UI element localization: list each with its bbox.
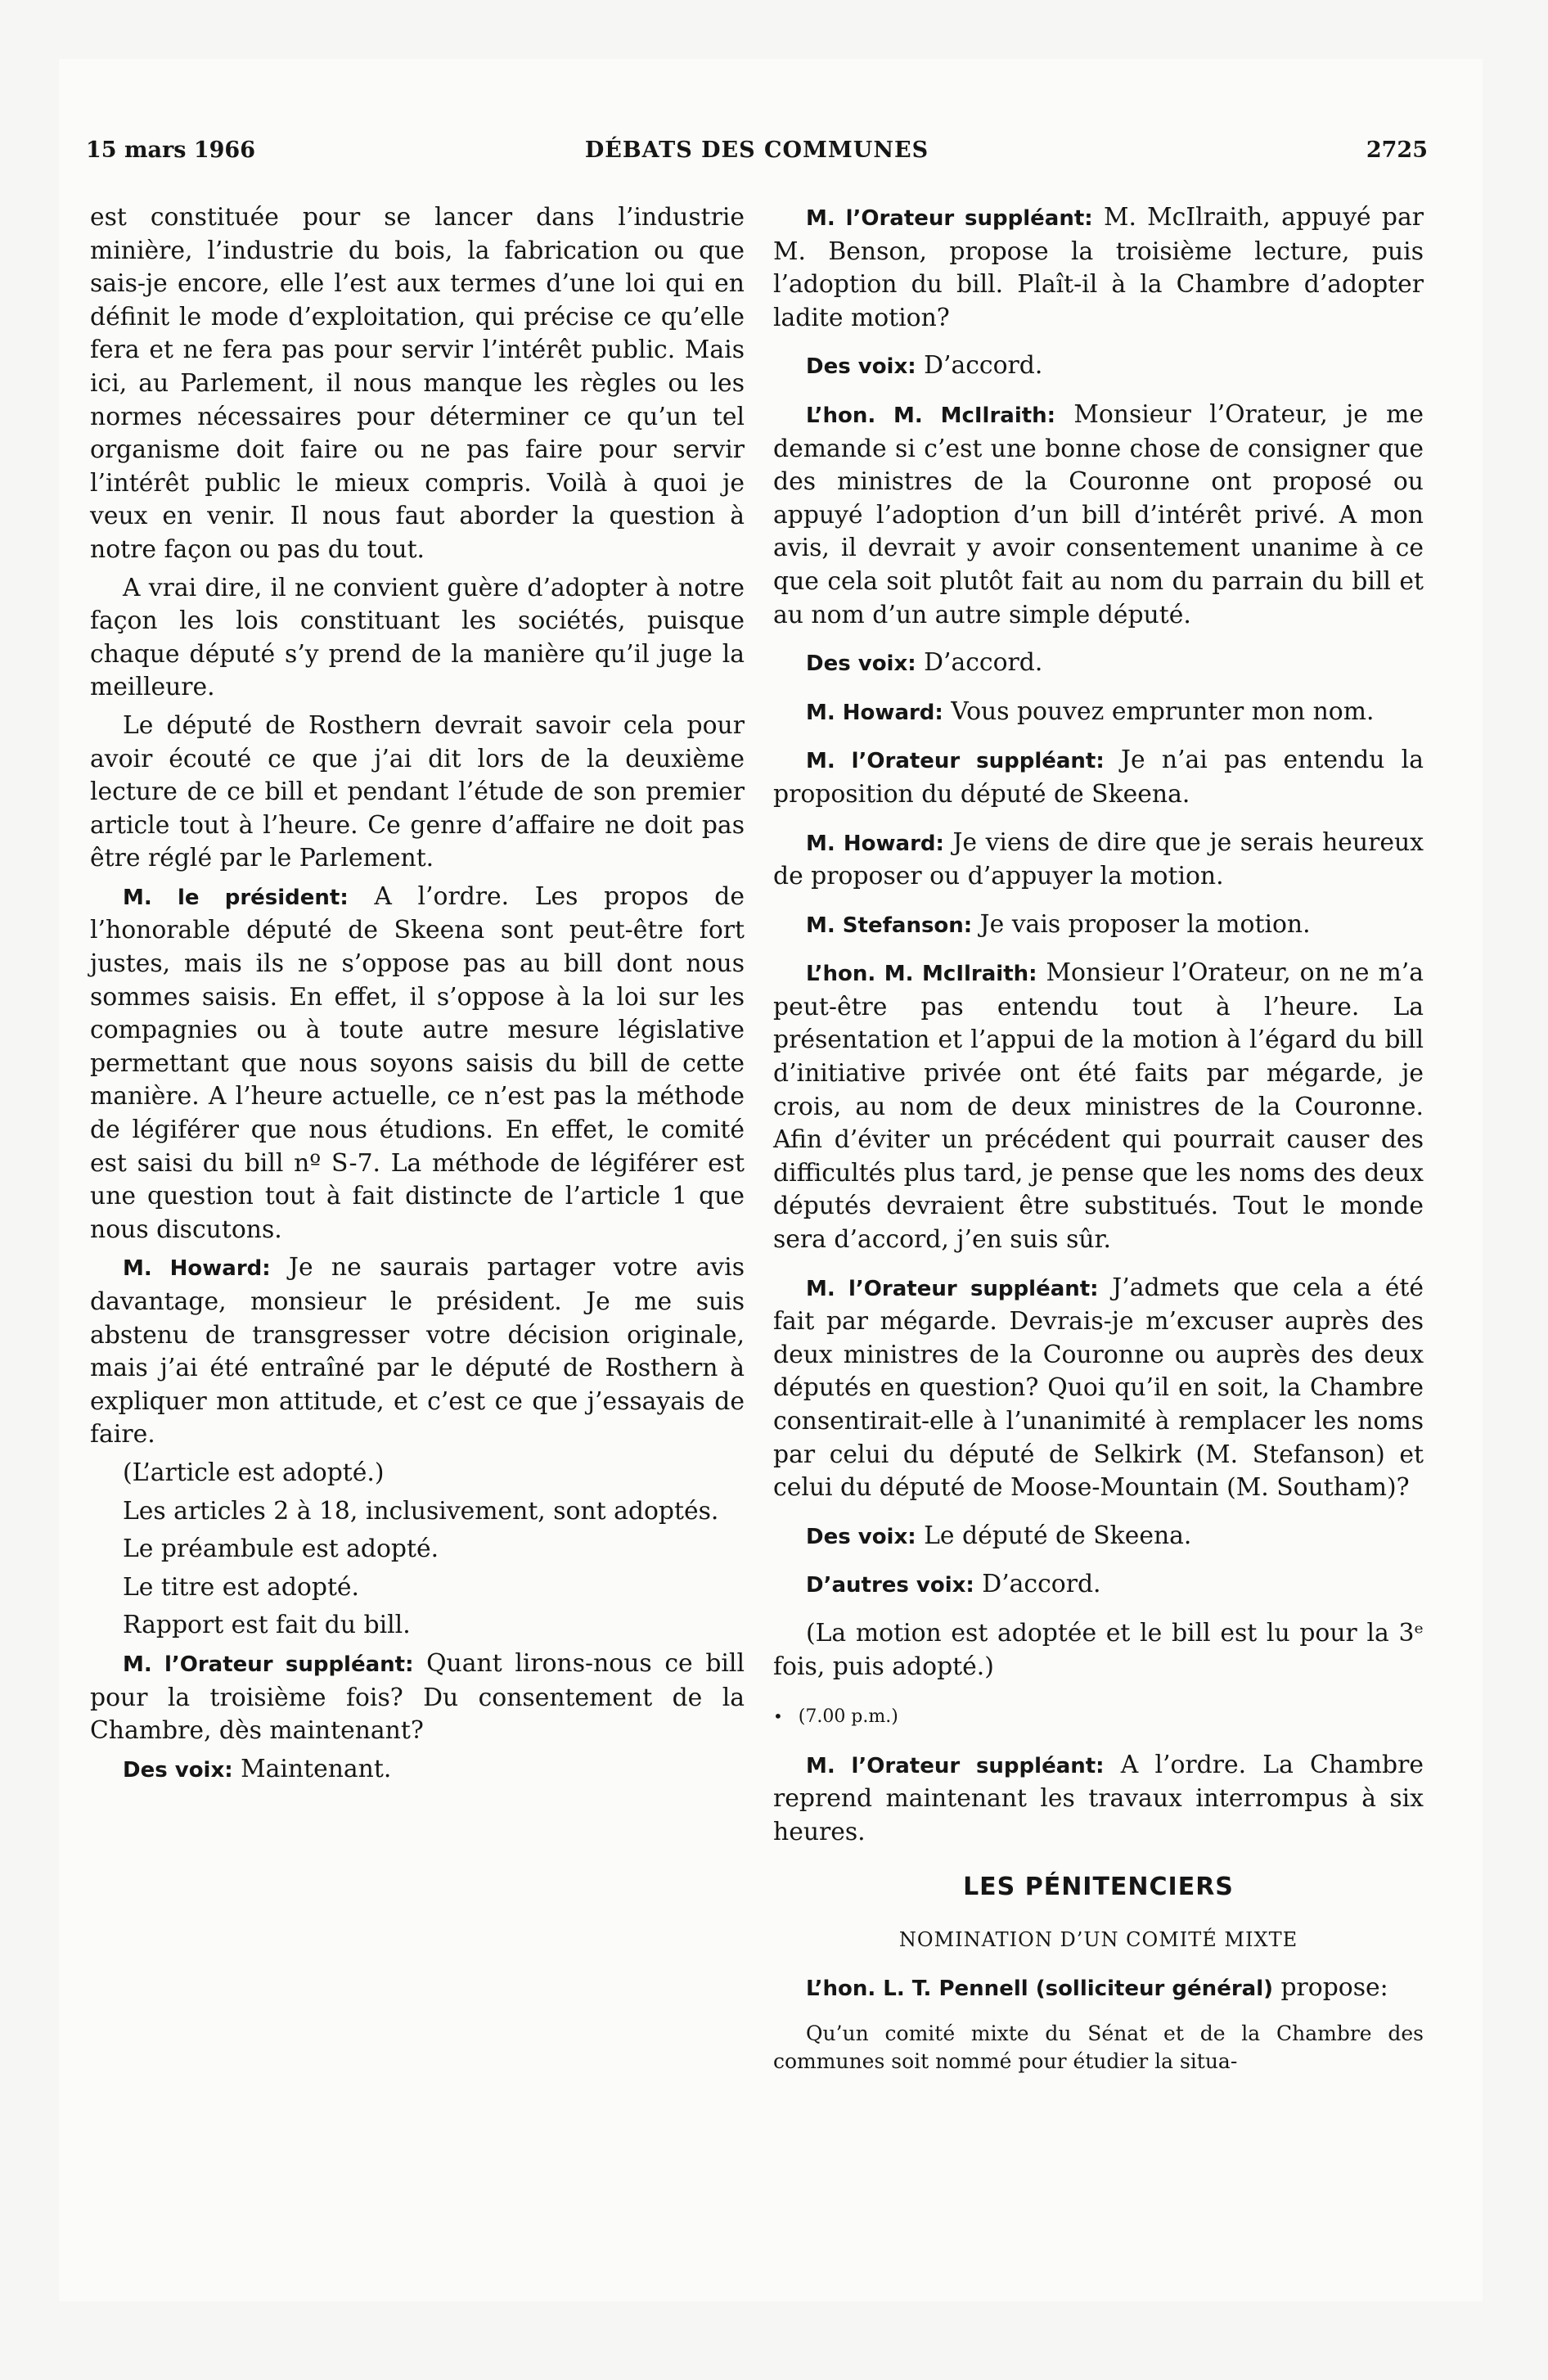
procedural-note: (L’article est adopté.) [123,1458,385,1487]
speaker-name: Des voix: [806,1524,916,1549]
speech-text: Le député de Skeena. [916,1521,1192,1550]
speech [773,1749,1424,1850]
left-column [90,201,745,1792]
speaker-name: D’autres voix: [806,1573,974,1598]
speech-text: Monsieur l’Orateur, je me demande si c’est une bonne chose de consigner que des ministres de la Couronne ont proposé ou appuyé l’adoption d’un bill d’intérêt privé. A mon avis, il devrait y avoir consentement unanime à ce que cela soit plutôt fait au nom du parrain du bill et au nom d’un autre simple député. [773,399,1424,629]
time-stamp [773,1698,1424,1734]
speech-text: Vous pouvez emprunter mon nom. [943,696,1375,726]
speech [773,744,1424,811]
speech-text: Quant lirons-nous ce bill pour la troisième fois? Du consentement de la Chambre, dès maintenant? [90,1648,745,1746]
speech-text: Maintenant. [232,1754,392,1783]
speech [773,1520,1424,1554]
procedural-note: Les articles 2 à 18, inclusivement, sont adoptés. [123,1496,719,1526]
speech-text: J’admets que cela a été fait par mégarde. Devrais-je m’excuser auprès des deux ministres de la Couronne ou auprès des deux députés en question? Quoi qu’il en soit, la Chambre consentirait-elle à l’unanimité à remplacer les noms par celui du député de Selkirk (M. Stefanson) et celui du député de Moose-Mountain (M. Southam)? [773,1273,1424,1503]
speech-text: A l’ordre. Les propos de l’honorable député de Skeena sont peut-être fort justes, mais ils ne s’oppose pas au bill dont nous sommes saisis. En effet, il s’oppose à la loi sur les compagnies ou à toute autre mesure législative permettant que nous soyons saisis du bill de cette manière. A l’heure actuelle, ce n’est pas la méthode de légiférer que nous étudions. En effet, le comité est saisi du bill nº S-7. La méthode de légiférer est une question tout à fait distincte de l’article 1 que nous discutons. [90,881,745,1244]
page-number: 2725 [1366,137,1428,163]
speaker-name: M. le président: [123,885,349,910]
right-column [773,201,1424,2090]
section-subheading: NOMINATION D’UN COMITÉ MIXTE [898,1928,1298,1952]
speech-text: Monsieur l’Orateur, on ne m’a peut-être pas entendu tout à l’heure. La présentation et l’appui de la motion à l’égard du bill d’initiative privée ont été faits par mégarde, je crois, au nom de deux ministres de la Couronne. Afin d’éviter un précédent qui pourrait causer des difficultés plus tard, je pense que les noms des deux députés devraient être substitués. Tout le monde sera d’accord, j’en suis sûr. [773,958,1424,1255]
speech [773,1972,1424,2006]
speaker-name: Des voix: [123,1757,233,1783]
speaker-name: L’hon. M. McIlraith: [806,962,1037,987]
paragraph: est constituée pour se lancer dans l’industrie minière, l’industrie du bois, la fabrication ou que sais-je encore, elle l’est aux termes d’une loi qui en définit le mode d’exploitation, qui précise ce qu’elle fera et ne fera pas pour servir l’intérêt public. Mais ici, au Parlement, il nous manque les règles ou les normes nécessaires pour déterminer ce qu’un tel organisme doit faire ou ne pas faire pour servir l’intérêt public le mieux compris. Voilà à quoi je veux en venir. Il nous faut aborder la question à notre façon ou pas du tout. [90,203,745,564]
time-text: (7.00 p.m.) [798,1706,898,1728]
speech-text: A l’ordre. La Chambre reprend maintenant les travaux interrompus à six heures. [773,1750,1424,1846]
speaker-name: M. Howard: [806,700,943,725]
speech-text: Je n’ai pas entendu la proposition du député de Skeena. [773,746,1424,809]
motion-text: Qu’un comité mixte du Sénat et de la Chambre des communes soit nommé pour étudier la situa- [773,2022,1424,2074]
speech-text: Je viens de dire que je serais heureux de proposer ou d’appuyer la motion. [773,827,1424,891]
speech [90,1648,745,1748]
speaker-name: M. Stefanson: [806,913,973,938]
procedural-note: (La motion est adoptée et le bill est lu pour la 3ᵉ fois, puis adopté.) [773,1618,1424,1681]
speech [773,399,1424,632]
bullet-icon: • [773,1706,783,1727]
paragraph: A vrai dire, il ne convient guère d’adopter à notre façon les lois constituant les sociétés, puisque chaque député s’y prend de la manière qu’il juge la meilleure. [90,573,745,702]
paragraph: Le député de Rosthern devrait savoir cela pour avoir écouté ce que j’ai dit lors de la deuxième lecture de ce bill et pendant l’étude de son premier article tout à l’heure. Ce genre d’affaire ne doit pas être réglé par le Parlement. [90,710,745,873]
speaker-name: L’hon. M. McIlraith: [806,403,1056,428]
page-header [86,137,1428,178]
header-title: DÉBATS DES COMMUNES [584,137,929,163]
section-heading: LES PÉNITENCIERS [963,1872,1234,1901]
speech [90,1251,745,1452]
speech [773,647,1424,681]
speaker-name: M. Howard: [123,1256,271,1282]
speech [773,957,1424,1256]
speech [773,1272,1424,1505]
speech-text: Je vais proposer la motion. [972,909,1311,939]
speech [773,349,1424,384]
speech [773,827,1424,894]
procedural-note: Le préambule est adopté. [123,1535,439,1564]
speech-text: Je ne saurais partager votre avis davantage, monsieur le président. Je me suis abstenu de transgresser votre décision originale, mais j’ai été entraîné par le député de Rosthern à expliquer mon attitude, et c’est ce que j’essayais de faire. [90,1253,745,1449]
speech [773,201,1424,335]
speech-text: propose: [1272,1972,1388,2002]
procedural-note: Rapport est fait du bill. [123,1611,411,1640]
speaker-name: M. l’Orateur suppléant: [806,206,1093,231]
speaker-name: Des voix: [806,354,916,380]
speech [90,1753,745,1787]
speech [90,881,745,1247]
procedural-note: Le titre est adopté. [123,1572,360,1602]
speaker-name: M. l’Orateur suppléant: [123,1652,414,1677]
speech [773,696,1424,730]
header-date: 15 mars 1966 [86,137,256,163]
speaker-name: L’hon. L. T. Pennell (solliciteur général) [806,1976,1273,2001]
speaker-name: M. l’Orateur suppléant: [806,749,1105,774]
speaker-name: Des voix: [806,651,916,677]
speech [773,908,1424,943]
speech [773,1568,1424,1602]
speech-text: D’accord. [916,351,1043,381]
speech-text: D’accord. [916,648,1043,678]
speaker-name: M. l’Orateur suppléant: [806,1276,1099,1301]
speech-text: D’accord. [974,1570,1101,1599]
speaker-name: M. l’Orateur suppléant: [806,1753,1105,1778]
speaker-name: M. Howard: [806,831,944,856]
speech-text: M. McIlraith, appuyé par M. Benson, propose la troisième lecture, puis l’adoption du bill. Plaît-il à la Chambre d’adopter ladite motion? [773,203,1424,332]
